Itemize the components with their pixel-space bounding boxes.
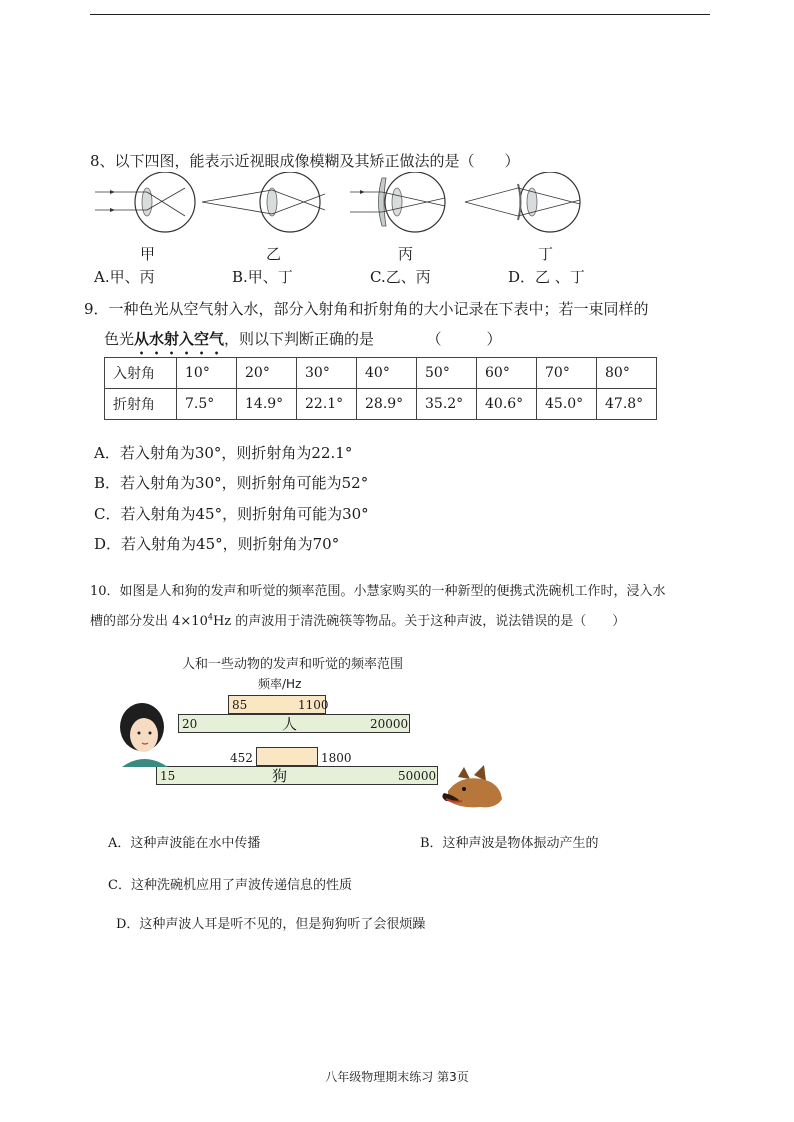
table-cell: 60° [477,358,537,389]
q9-line2-emphasis: 从水射入空气 [134,330,225,348]
table-cell: 80° [597,358,657,389]
q10-line2 [90,610,625,629]
table-cell: 47.8° [597,389,657,420]
eye-diagram-bing [350,172,445,232]
refraction-table [104,357,657,420]
table-cell: 40° [357,358,417,389]
eye-label-bing: 丙 [398,245,414,263]
table-cell: 45.0° [537,389,597,420]
q9-number: 9． [84,300,109,318]
eye-diagram-ding [465,172,580,232]
eye-label-yi: 乙 [266,245,282,263]
table-cell: 40.6° [477,389,537,420]
table-cell: 14.9° [237,389,297,420]
dog-hearing-high-label: 50000 [398,769,437,783]
eye-label-jia: 甲 [140,245,156,263]
table-cell: 10° [177,358,237,389]
eye-diagram-jia [95,172,195,232]
q9-line2-post: ，则以下判断正确的是 （ ） [224,330,502,348]
q9-line2 [104,328,502,358]
dog-hearing-low-label: 15 [160,769,176,783]
q9-option-b: B．若入射角为30°，则折射角可能为52° [94,474,369,492]
q10-option-b: B．这种声波是物体振动产生的 [420,836,599,851]
table-header-refraction: 折射角 [105,389,177,420]
dog-speaking-low-label: 452 [230,751,253,765]
dog-series-label: 狗 [272,767,288,785]
table-cell: 70° [537,358,597,389]
q9-line2-pre: 色光 [104,330,135,348]
q10-option-c: C．这种洗碗机应用了声波传递信息的性质 [108,878,352,893]
dog-illustration [440,765,506,809]
table-cell: 7.5° [177,389,237,420]
header-rule [90,14,710,15]
q9-line1 [84,298,649,319]
q9-option-c: C．若入射角为45°，则折射角可能为30° [94,505,369,523]
q10-option-d: D．这种声波人耳是听不见的，但是狗狗听了会很烦躁 [116,917,426,932]
dog-speaking-bar [256,747,318,766]
human-speaking-high-label: 1100 [298,698,329,712]
q10-option-a: A．这种声波能在水中传播 [108,836,261,851]
chart-title: 人和一些动物的发声和听觉的频率范围 [182,657,404,672]
chart-subtitle: 频率/Hz [258,677,302,691]
dog-speaking-high-label: 1800 [321,751,352,765]
q8-eye-diagrams [90,172,610,247]
human-hearing-high-label: 20000 [370,717,409,731]
q9-line1-text: 一种色光从空气射入水，部分入射角和折射角的大小记录在下表中；若一束同样的 [108,300,649,318]
q8-stem: 8、以下四图，能表示近视眼成像模糊及其矫正做法的是（ ） [90,152,520,170]
table-cell: 30° [297,358,357,389]
q9-option-d: D．若入射角为45°，则折射角为70° [94,535,340,553]
q10-line1: 10．如图是人和狗的发声和听觉的频率范围。小慧家购买的一种新型的便携式洗碗机工作时，浸入水 [90,584,666,599]
q10-line2-pre: 槽的部分发出 4×10 [90,614,208,629]
table-row-refraction [105,389,657,420]
dog-hearing-bar [156,766,438,785]
q8-option-a: A.甲、丙 [94,268,155,286]
page-footer: 八年级物理期末练习 第3页 [325,1070,469,1084]
human-hearing-low-label: 20 [182,717,198,731]
table-cell: 28.9° [357,389,417,420]
table-cell: 20° [237,358,297,389]
q8-option-c: C.乙、丙 [370,268,431,286]
table-row-incidence [105,358,657,389]
table-header-incidence: 入射角 [105,358,177,389]
human-series-label: 人 [282,715,298,733]
eye-label-ding: 丁 [538,245,554,263]
q8-option-b: B.甲、丁 [232,268,293,286]
q10-exponent: 4 [207,612,213,622]
table-cell: 22.1° [297,389,357,420]
table-cell: 50° [417,358,477,389]
q10-line2-post: Hz 的声波用于清洗碗筷等物品。关于这种声波，说法错误的是（ ） [212,614,626,629]
girl-illustration [108,697,180,769]
q9-option-a: A．若入射角为30°，则折射角为22.1° [94,444,353,462]
eye-diagram-yi [202,172,325,232]
table-cell: 35.2° [417,389,477,420]
human-speaking-low-label: 85 [232,698,248,712]
q8-option-d: D．乙 、丁 [508,268,585,286]
